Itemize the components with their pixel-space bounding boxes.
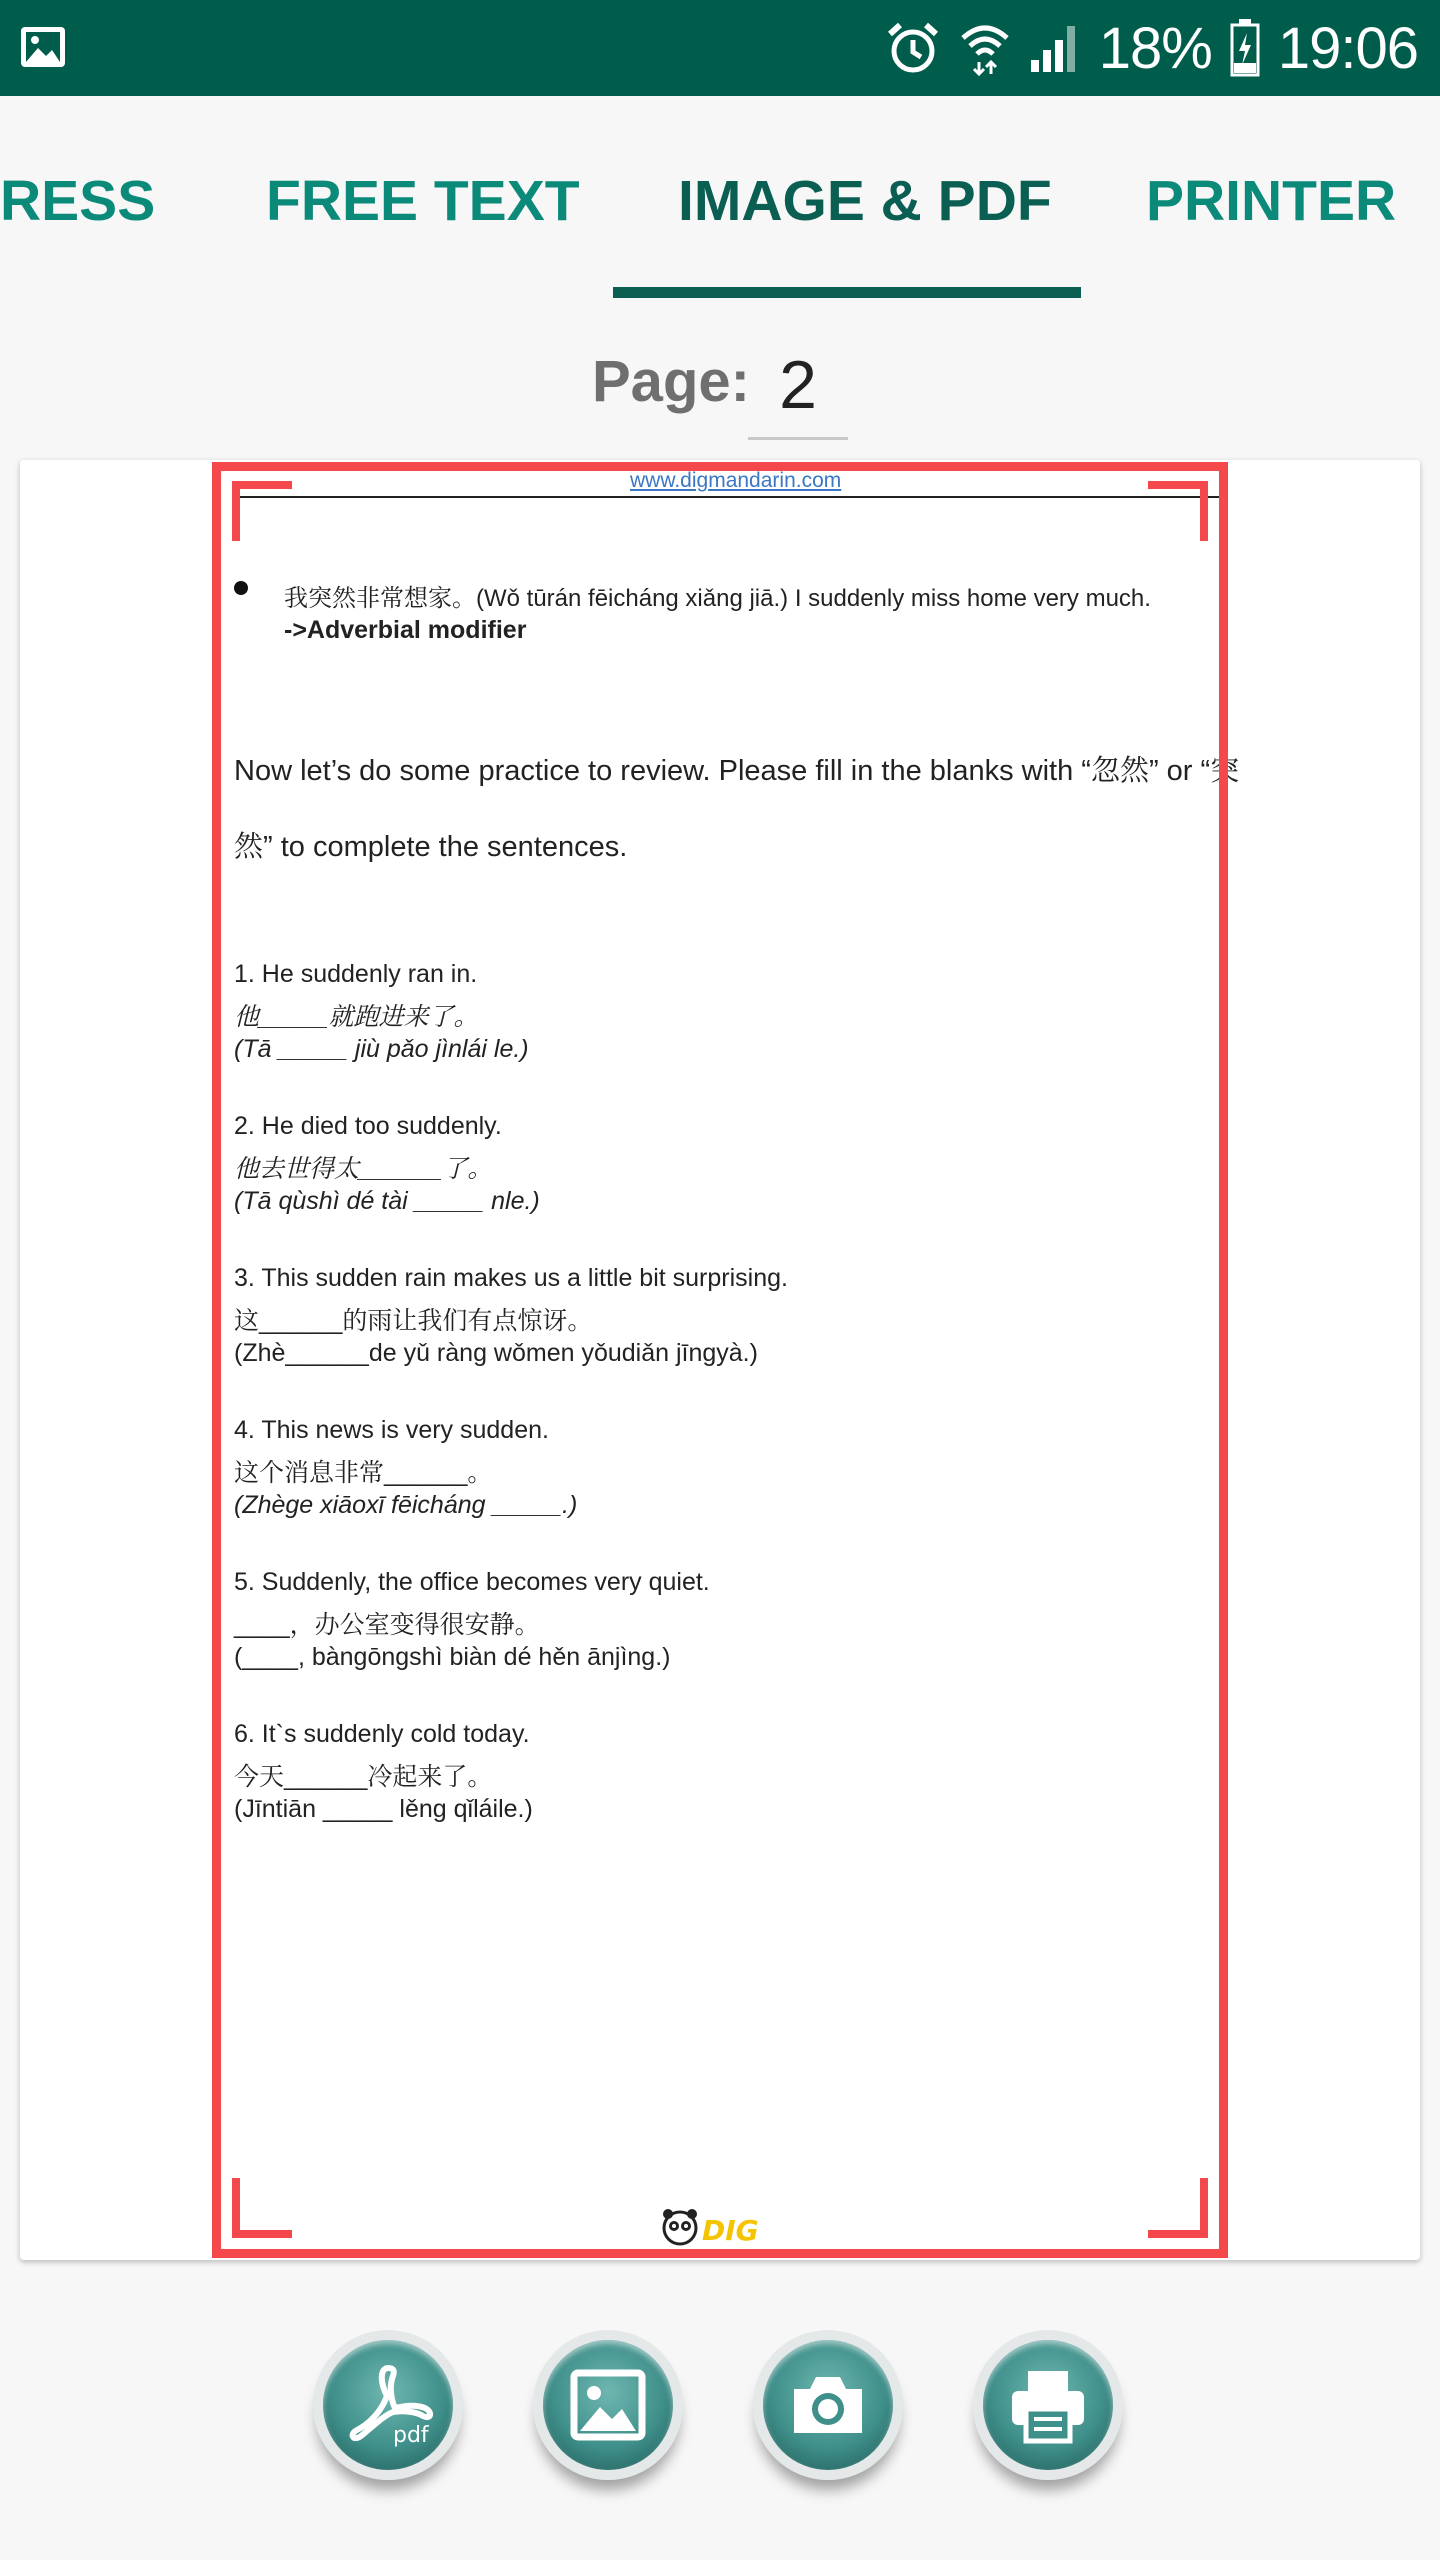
image-button[interactable]: [533, 2330, 683, 2480]
exercise-pinyin: (Zhè______de yǔ ràng wǒmen yǒudiǎn jīngyà.): [234, 1339, 758, 1367]
crop-handle-bottom-right[interactable]: [1148, 2178, 1208, 2238]
signal-icon: [1029, 22, 1081, 74]
exercise-zh: 他去世得太______了。: [234, 1155, 493, 1183]
exercise-pinyin: (____, bàngōngshì biàn dé hěn ānjìng.): [234, 1643, 671, 1671]
tab-free-text[interactable]: FREE TEXT: [266, 169, 580, 233]
printer-icon: [1006, 2363, 1090, 2447]
exercise-en: 4. This news is very sudden.: [234, 1416, 549, 1444]
tab-bar: [0, 96, 1440, 306]
practice-intro-line1: Now let’s do some practice to review. Please fill in the blanks with “忽然” or “突: [234, 755, 1240, 787]
image-icon: [568, 2365, 648, 2445]
exercise-en: 6. It`s suddenly cold today.: [234, 1720, 530, 1748]
exercise-pinyin: (Jīntiān _____ lěng qǐláile.): [234, 1795, 533, 1823]
exercise-pinyin: (Zhège xiāoxī fēicháng _____.): [234, 1491, 578, 1519]
crop-handle-top-right[interactable]: [1148, 481, 1208, 541]
tab-printer[interactable]: PRINTER: [1146, 169, 1397, 233]
exercise-zh: 今天______冷起来了。: [234, 1763, 493, 1791]
camera-button[interactable]: [753, 2330, 903, 2480]
alarm-icon: [885, 20, 941, 76]
crop-handle-bottom-left[interactable]: [232, 2178, 292, 2238]
active-tab-indicator: [613, 287, 1081, 298]
crop-handle-top-left[interactable]: [232, 481, 292, 541]
crop-frame[interactable]: [212, 462, 1228, 2258]
document-url: www.digmandarin.com: [630, 469, 842, 492]
camera-icon: [786, 2365, 870, 2445]
example-sentence: 我突然非常想家。(Wǒ tūrán fēicháng xiǎng jiā.) I suddenly miss home very much.: [284, 585, 1151, 612]
exercise-pinyin: (Tā _____ jiù pǎo jìnlái le.): [234, 1035, 529, 1063]
clock: 19:06: [1277, 15, 1418, 81]
tab-image-pdf[interactable]: IMAGE & PDF: [678, 169, 1052, 233]
exercise-zh: ____，办公室变得很安静。: [234, 1611, 540, 1639]
wifi-icon: [959, 20, 1011, 76]
battery-icon: [1230, 19, 1260, 77]
exercise-en: 5. Suddenly, the office becomes very quiet.: [234, 1568, 710, 1596]
exercise-en: 3. This sudden rain makes us a little bit surprising.: [234, 1264, 788, 1292]
pdf-icon: [343, 2360, 433, 2450]
gallery-icon: [18, 22, 68, 72]
page-number-input[interactable]: 2: [748, 340, 848, 440]
exercise-zh: 这______的雨让我们有点惊讶。: [234, 1307, 593, 1335]
exercise-pinyin: (Tā qùshì dé tài _____ nle.): [234, 1187, 540, 1215]
page-label: Page:: [592, 349, 750, 414]
printer-button[interactable]: [973, 2330, 1123, 2480]
status-bar: [0, 0, 1440, 96]
svg-text:pdf: pdf: [393, 2423, 429, 2448]
battery-percent: 18%: [1098, 15, 1212, 81]
grammar-note: ->Adverbial modifier: [284, 616, 527, 644]
svg-text:DIG: DIG: [702, 2214, 759, 2247]
exercise-zh: 这个消息非常______。: [234, 1459, 493, 1487]
tab-express[interactable]: RESS: [0, 169, 156, 233]
exercise-en: 1. He suddenly ran in.: [234, 960, 478, 988]
exercise-en: 2. He died too suddenly.: [234, 1112, 502, 1140]
exercise-zh: 他_____就跑进来了。: [234, 1003, 479, 1031]
practice-intro-line2: 然” to complete the sentences.: [234, 831, 628, 863]
pdf-button[interactable]: [313, 2330, 463, 2480]
